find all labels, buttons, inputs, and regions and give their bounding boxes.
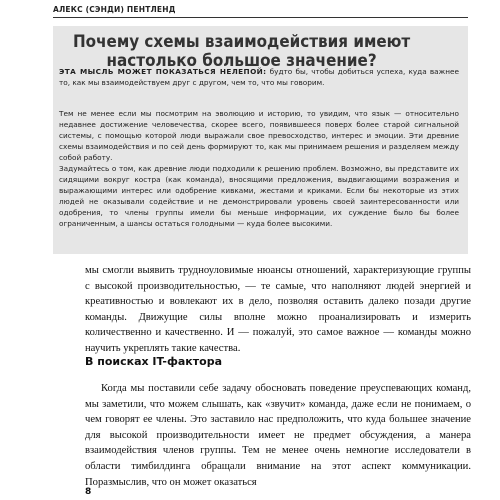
sidebar-title: Почему схемы взаимодействия имеют настолько большое значение? [72,32,411,70]
page-number: 8 [85,487,92,497]
body-paragraph-continued: мы смогли выявить трудноуловимые нюансы отношений, характеризующие группы с высокой производительностью, — те самые, что наполняют людей энергией и креативностью и вовлекают их в дело, позволяя оставить далеко позади другие команды. Движущие силы вполне можно проанализировать и измерить количественно и качественно. И — пожалуй, это самое важное — команды можно научить укреплять такие качества. [85,265,471,354]
section-heading: В поисках IT-фактора [85,355,222,368]
sidebar-paragraph-1-text: будто бы, чтобы добиться успеха, куда важнее то, как мы взаимодействуем друг с другом, чем то, что мы говорим. [59,67,459,87]
header-divider [53,17,468,18]
sidebar-paragraph-1 [59,66,459,88]
sidebar-paragraph-2: Тем не менее если мы посмотрим на эволюцию и историю, то увидим, что язык — относительно недавнее достижение человечества, скорее всего, появившееся поверх более старой сигнальной системы, с помощью которой люди выражали свое превосходство, интерес и эмоции. Эти древние схемы взаимодействия и по сей день формируют то, как мы принимаем решения и разделяем между собой работу. [59,109,459,162]
running-header-title: АЛЕКС (СЭНДИ) ПЕНТЛЕНД [53,5,176,14]
body-paragraph: Когда мы поставили себе задачу обосновать поведение преуспевающих команд, мы заметили, что можем слышать, как «звучит» команда, даже если не понимаем, о чем говорят ее члены. Это заставило нас предположить, что куда большее значение для высокой производительности имеет не предмет обсуждения, а манера взаимодействия членов группы. Тем не менее очень немногие исследователи в области тимбилдинга обращали внимание на этот аспект коммуникации. Поразмыслив, что он может оказаться [85,383,471,488]
sidebar-lead-in: ЭТА МЫСЛЬ МОЖЕТ ПОКАЗАТЬСЯ НЕЛЕПОЙ: [59,67,267,76]
running-header [53,5,468,21]
sidebar-paragraph-3: Задумайтесь о том, как древние люди подходили к решению проблем. Возможно, вы представите их сидящими вокруг костра (как команда), вносящими предложения, выдвигающими возражения и выражающими интерес или одобрение кивками, жестами и криками. Если бы некоторые из этих людей не оказывали содействие и не демонстрировали уровень своей заинтересованности или одобрения, то члены группы имели бы меньше информации, их суждение было бы более ограниченным, а шансы остаться голодными — куда более высокими. [59,164,459,228]
